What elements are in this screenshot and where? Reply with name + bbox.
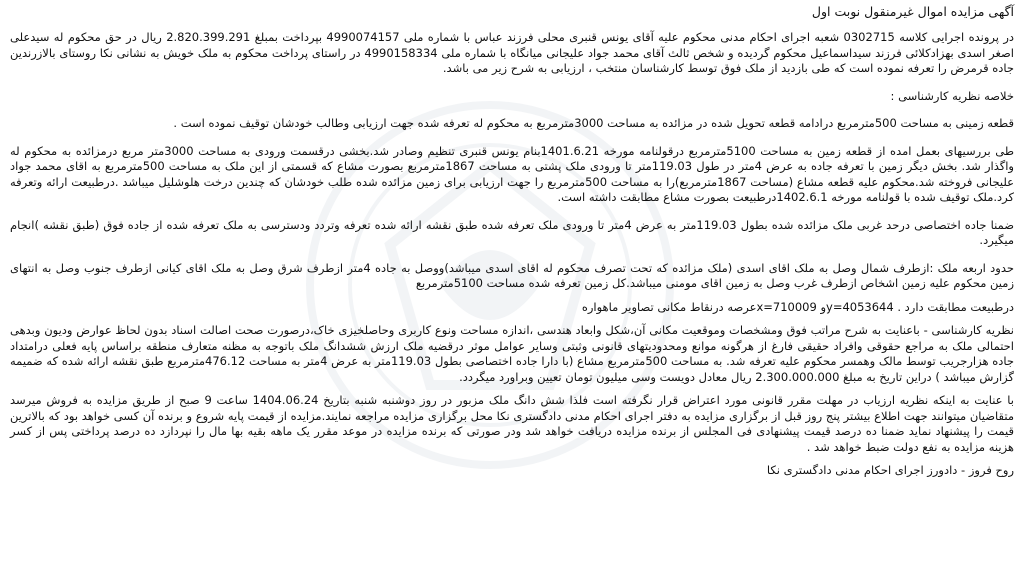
summary-paragraph: قطعه زمینی به مساحت 500مترمربع درادامه قطعه تحویل شده در مزائده به مساحت 3000مترمربع به محکوم له تعرفه شده جهت ارزیابی وطالب خودشان توقیف نموده است . (173, 116, 1014, 130)
auction-paragraph: با عنایت به اینکه نظریه ارزیاب در مهلت مقرر قانونی مورد اعتراض قرار نگرفته است فلذا شش دانگ ملک مزبور در روز دوشنبه شنبه بتاریخ 1404.06.24 ساعت 9 صبح از طریق مزایده به فروش میرسد متقاضیان میتوانند جهت اطلاع بیشتر پنج روز قبل از برگزاری مزایده به دفتر اجرای احکام مدنی دادگستری نکا محل برگزاری مزایده مراجعه نمایند.مزایده از قیمت پایه شروع و برنده آن کسی خواهد بود که بالاترین قیمت را پیشنهاد نماید ضمنا ده درصد قیمت پیشنهادی فی المجلس از برنده مزایده دریافت خواهد شد ودر صورتی که برنده مزایده در موعد مقرر یک ماهه بقیه بها مال را نپردازد ده درصد پرداختی پس از کسر هزینه مزایده به نفع دولت ضبط خواهد شد . (10, 393, 1014, 454)
notice-title: آگهی مزایده اموال غیرمنقول نوبت اول (811, 4, 1014, 19)
notice-body (10, 4, 1014, 479)
survey-paragraph: طی بررسیهای بعمل امده از قطعه زمین به مساحت 5100مترمربع درقولنامه مورخه 1401.6.21بنام یونس قنبری تنظیم وصادر شد.بخشی درقسمت ورودی به مساحت 3000متر مربع درمزائده به محکوم له واگذار شد. بخش دیگر زمین با تعرفه جاده به عرض 4متر در طول 119.03متر تا ورودی ملک پشتی به مساحت 1867مترمربع بصورت مشاع که قسمتی از این ملک به مساحت 500مترمربع به اقای محمد جواد علیجانی فروخته شد.محکوم علیه قطعه مشاع (مساحت 1867مترمربع)را به مساحت 500مترمربع را جهت ارزیابی برای زمین مزائده شده طلب خودشان که چندین درخت هلوشلیل میباشد .درطبیعت ارائه وتعرفه کرد.ملک توقیف شده با قولنامه مورخه 1402.6.1درطبیعت بصورت مشاع مطابقت داشته است. (10, 143, 1015, 204)
road-paragraph: ضمنا جاده اختصاصی درحد غربی ملک مزائده شده بطول 119.03متر به عرض 4متر تا ورودی ملک تعرفه شده طبق نقشه ارائه شده تعرفه وتردد ودسترسی به ملک تعرفه شده از جاده فوق (طبق نقشه )انجام میگیرد. (10, 217, 1015, 247)
summary-heading: خلاصه نظریه کارشناسی : (890, 88, 1014, 103)
intro-paragraph: در پرونده اجرایی کلاسه 0302715 شعبه اجرای احکام مدنی محکوم علیه آقای یونس قنبری محلی فرزند عباس با شماره ملی 4990074157 بپرداخت بمبلغ 2.820.399.291 ریال در حق محکوم له سیدعلی اصغر اسدی بهزادکلائی فرزند سیداسماعیل محکوم گردیده و شخص ثالث آقای محمد جواد علیجانی میانگاه با شماره ملی 4990158334 در راستای پرداخت محکوم به ملک خویش به نشانی نکا روستای بالازرندین جاده قرمرض را تعرفه نموده است که طی بازدید از ملک فوق توسط کارشناسان منتخب ، ارزیابی به شرح زیر می باشد. (10, 30, 1014, 75)
valuation-paragraph: نظریه کارشناسی - باعنایت به شرح مراتب فوق ومشخصات وموقعیت مکانی آن،شکل وابعاد هندسی ،اندازه مساحت ونوع کاربری وحاصلخیزی خاک،درصورت صحت اصالت اسناد بدون لحاظ عوارض ودیون وبدهی احتمالی ملک به مراجع حقوقی وافراد حقیقی فارغ از هرگونه موانع ومحدودیتهای قانونی وثبتی وسایر عوامل موثر درقضیه ملک ارزش ششدانگ ملک باتوجه به مظنه متعارف منطقه براساس پایه فعلی درامتداد جاده هزارجریب توسط مالک وهمسر محکوم علیه تعرفه شد. به مساحت 500مترمربع مشاع (با دارا جاده اختصاصی بطول 119.03متر به عرض 4متر به مساحت 476.12مترمربع طبق نقشه ارائه شده که ضمیمه گزارش میباشد ) دراین تاریخ به مبلغ 2.300.000.000 ریال معادل دویست وسی میلیون تومان تعیین وبراورد میگردد. (10, 323, 1014, 384)
boundaries-paragraph: حدود اربعه ملک :ازطرف شمال وصل به ملک اقای اسدی (ملک مزائده که تحت تصرف محکوم له اقای اسدی میباشد)ووصل به جاده 4متر ازطرف شرق وصل به ملک اقای کیانی ازطرف جنوب وصل به انتهای زمین محکوم علیه زمین اشخاص ازطرف غرب وصل به زمین اقای مومنی میباشد.کل زمین تعرفه شده مساحت 5100مترمربع (10, 260, 1014, 290)
signature-line: روح فروز - دادورز اجرای احکام مدنی دادگستری نکا (766, 463, 1014, 477)
coordinates-paragraph: درطبیعت مطابقت دارد . y=4053644و x=710009عرصه درنقاط مکانی تصاویر ماهواره (581, 299, 1014, 314)
